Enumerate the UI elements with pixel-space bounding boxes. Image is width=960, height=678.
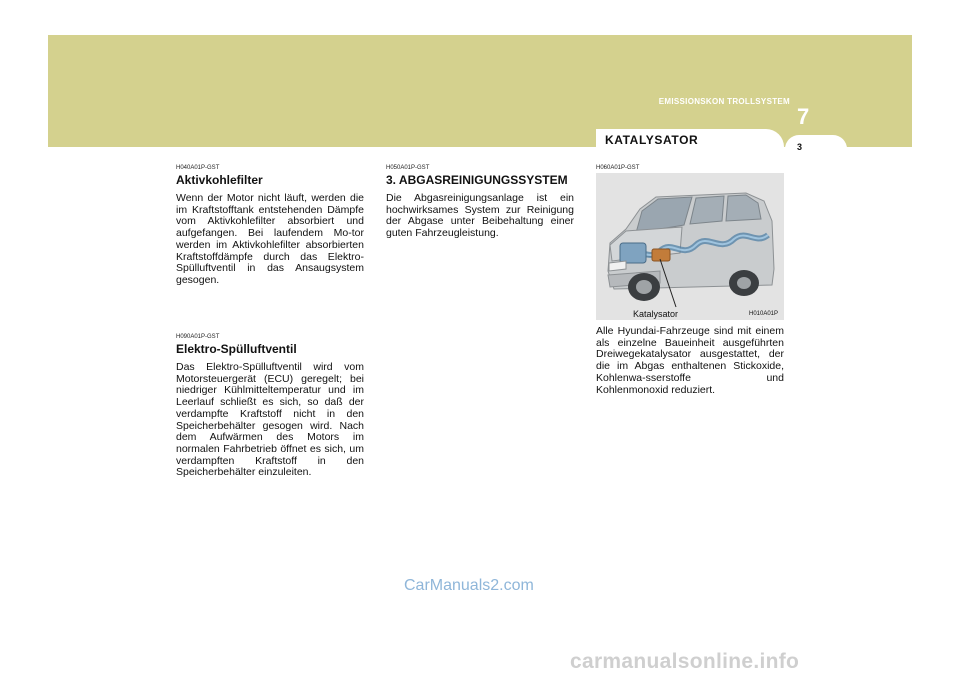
header-band [48, 35, 912, 147]
section-code: H040A01P-GST [176, 165, 220, 171]
section-body: Alle Hyundai-Fahrzeuge sind mit einem als einzelne Baueinheit ausgeführten Dreiwegekatalysator ausgestattet, der die im Abgas enthaltenen Stickoxide, Kohlenwa-sserstoffe und Kohlenmonoxid reduziert. [596, 325, 784, 396]
van-catalyst-illustration [596, 173, 784, 320]
section-code: H050A01P-GST [386, 165, 430, 171]
section-purge-valve [176, 334, 364, 479]
section-body: Wenn der Motor nicht läuft, werden die im Kraftstofftank entstehenden Dämpfe vom Aktivkohlefilter absorbiert und aufgefangen. Bei laufendem Mo-tor werden im Aktivkohlefilter absorbierten Kraftstoffdämpfe durch das Elektro-Spülluftventil in das Ansaugsystem gesogen. [176, 192, 364, 286]
section-heading: Aktivkohlefilter [176, 173, 263, 187]
section-title: EMISSIONSKON TROLLSYSTEM [658, 97, 790, 106]
section-heading: Elektro-Spülluftventil [176, 342, 297, 356]
section-heading: 3. ABGASREINIGUNGSSYSTEM [386, 173, 568, 187]
figure-caption: Katalysator [633, 309, 679, 319]
catalyst-figure [596, 173, 784, 320]
page-number-tab [785, 135, 847, 157]
section-activated-carbon [176, 165, 364, 287]
footer-watermark: carmanualsonline.info [570, 650, 800, 673]
section-code: H090A01P-GST [176, 334, 220, 340]
section-emission-system [386, 165, 574, 240]
section-catalyst [596, 326, 784, 396]
chapter-number: 7 [797, 104, 810, 129]
section-body: Die Abgasreinigungsanlage ist ein hochwirksames System zur Reinigung der Abgase unter Beibehaltung einer guten Fahrzeugleistung. [386, 192, 574, 240]
section-catalyst-code [596, 165, 784, 172]
figure-code: H010A01P [749, 311, 779, 317]
section-code: H060A01P-GST [596, 165, 640, 171]
watermark-link[interactable]: CarManuals2.com [404, 577, 534, 594]
section-tab-title: KATALYSATOR [605, 133, 699, 147]
section-body: Das Elektro-Spülluftventil wird vom Motorsteuergerät (ECU) geregelt; bei niedriger Kühlmitteltemperatur und im Leerlauf schließt es sich, so daß der verdampfte Kraftstoff nicht in den Speicherbehälter gesogen wird. Nach dem Aufwärmen des Motors im normalen Fahrbetrieb öffnet es sich, um verdampften Kraftstoff in den Speicherbehälter einzuleiten. [176, 361, 364, 479]
page-number: 3 [797, 142, 803, 152]
